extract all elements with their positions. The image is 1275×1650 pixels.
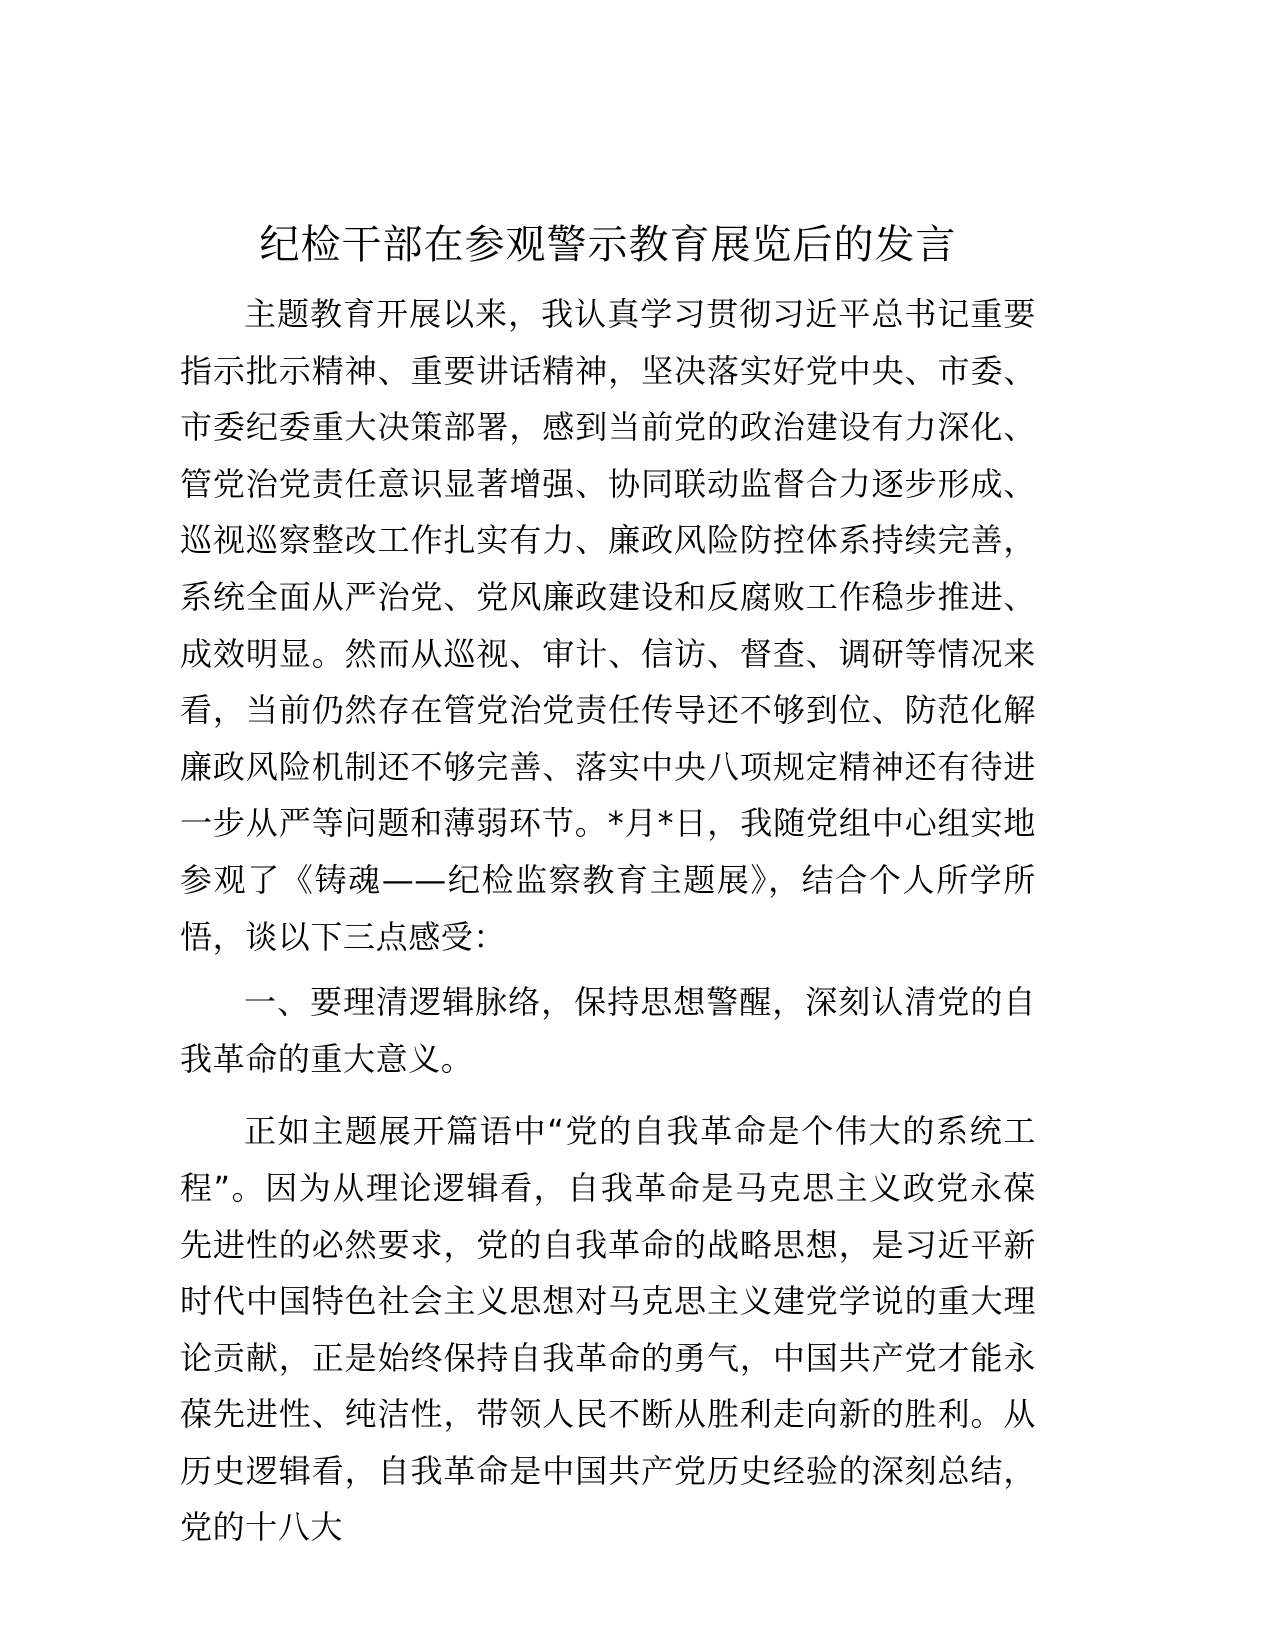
document-title: 纪检干部在参观警示教育展览后的发言: [259, 222, 957, 268]
paragraph-intro: 主题教育开展以来，我认真学习贯彻习近平总书记重要指示批示精神、重要讲话精神，坚决落实好党中央、市委、市委纪委重大决策部署，感到当前党的政治建设有力深化、管党治党责任意识显著增强、协同联动监督合力逐步形成、巡视巡察整改工作扎实有力、廉政风险防控体系持续完善，系统全面从严治党、党风廉政建设和反腐败工作稳步推进、成效明显。然而从巡视、审计、信访、督查、调研等情况来看，当前仍然存在管党治党责任传导还不够到位、防范化解廉政风险机制还不够完善、落实中央八项规定精神还有待进一步从严等问题和薄弱环节。*月*日，我随党组中心组实地参观了《铸魂——纪检监察教育主题展》，结合个人所学所悟，谈以下三点感受：: [180, 295, 1036, 956]
paragraph-section-body-1: 正如主题展开篇语中“党的自我革命是个伟大的系统工程”。因为从理论逻辑看，自我革命是马克思主义政党永葆先进性的必然要求，党的自我革命的战略思想，是习近平新时代中国特色社会主义思想对马克思主义建党学说的重大理论贡献，正是始终保持自我革命的勇气，中国共产党才能永葆先进性、纯洁性，带领人民不断从胜利走向新的胜利。从历史逻辑看，自我革命是中国共产党历史经验的深刻总结，党的十八大: [180, 1112, 1036, 1547]
paragraph-section-heading-1: 一、要理清逻辑脉络，保持思想警醒，深刻认清党的自我革命的重大意义。: [180, 983, 1036, 1078]
document-body: [180, 286, 1036, 1565]
